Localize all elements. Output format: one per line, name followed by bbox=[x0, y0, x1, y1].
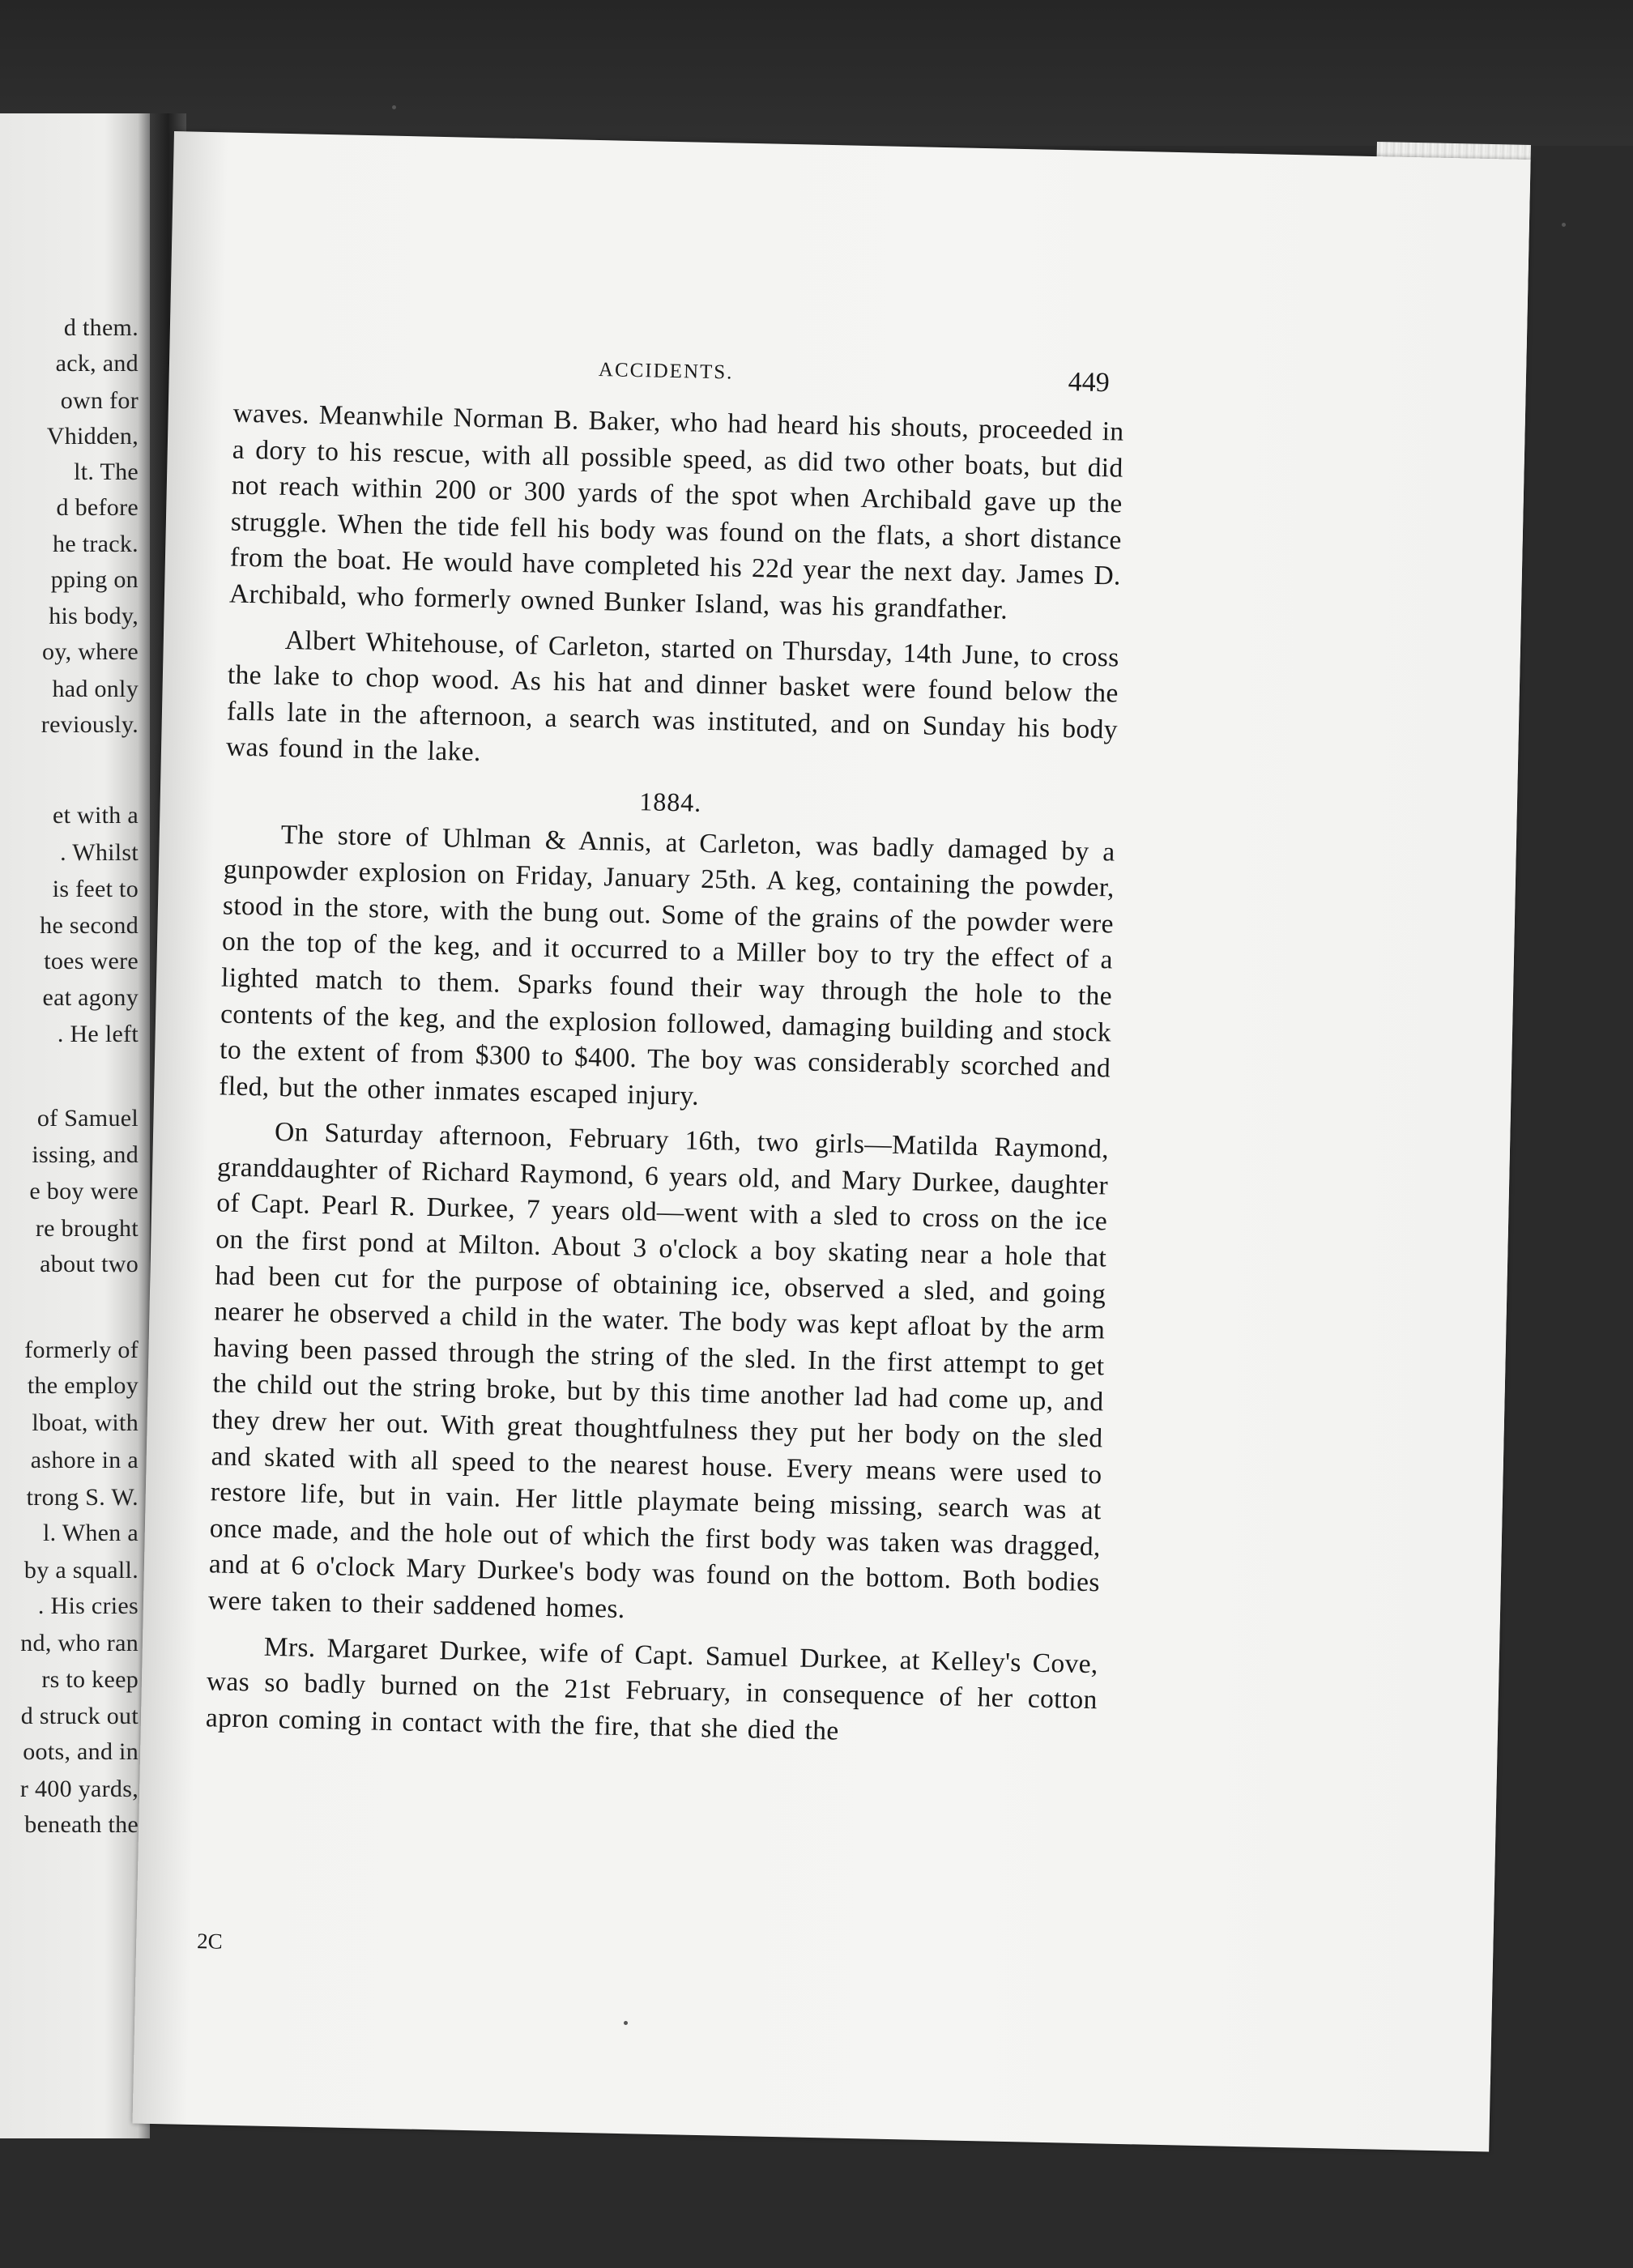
facing-page-line: reviously. bbox=[41, 711, 139, 738]
paragraph-continued: waves. Meanwhile Norman B. Baker, who had heard his shouts, proceeded in a dory to his rescue, with all possible speed, as did two other boats, but did not reach within 200 or 300 yards of the spot when Archibald gave up the struggle. When the tide fell his body was found on the flats, a short distance from the boat. He would have completed his 22d year the next day. James D. Archibald, who formerly owned Bunker Island, was his grandfather. bbox=[228, 398, 1124, 625]
facing-page-line: rs to keep bbox=[41, 1666, 139, 1693]
dust-speck bbox=[624, 2021, 628, 2025]
facing-page-line: . His cries bbox=[37, 1592, 139, 1619]
facing-page-line: toes were bbox=[44, 948, 139, 974]
facing-page-line: issing, and bbox=[32, 1141, 139, 1168]
facing-page-line: his body, bbox=[49, 603, 139, 629]
facing-page-line: he second bbox=[40, 912, 139, 939]
facing-page-line: d struck out bbox=[20, 1703, 139, 1729]
facing-page-line: d them. bbox=[63, 314, 139, 341]
facing-page-line: oots, and in bbox=[23, 1738, 139, 1765]
facing-page-line: had only bbox=[52, 676, 139, 702]
facing-page-line: pping on bbox=[50, 566, 139, 593]
year-heading: 1884. bbox=[638, 787, 702, 817]
facing-page-line: re brought bbox=[35, 1215, 139, 1242]
facing-page-line: . Whilst bbox=[60, 839, 139, 866]
facing-page-line: lt. The bbox=[74, 458, 139, 485]
page-number: 449 bbox=[1068, 367, 1111, 399]
facing-page-line: oy, where bbox=[41, 638, 139, 665]
facing-page-line: l. When a bbox=[43, 1520, 139, 1546]
facing-page-line: the employ bbox=[27, 1372, 139, 1399]
facing-page-line: et with a bbox=[52, 802, 139, 829]
page-body bbox=[205, 396, 1124, 1764]
facing-page-line: he track. bbox=[53, 531, 139, 557]
facing-page-line: e boy were bbox=[29, 1178, 139, 1204]
facing-page-line: of Samuel bbox=[36, 1105, 139, 1132]
facing-page-line: is feet to bbox=[52, 876, 139, 902]
dust-speck bbox=[1562, 223, 1566, 227]
facing-page-line: . He left bbox=[57, 1021, 139, 1047]
facing-page-line: ashore in a bbox=[30, 1447, 139, 1473]
dust-speck bbox=[392, 105, 396, 109]
facing-page-line: d before bbox=[56, 494, 139, 521]
book-page bbox=[132, 131, 1530, 2152]
facing-page-line: Vhidden, bbox=[46, 423, 139, 450]
facing-page-line: eat agony bbox=[42, 984, 139, 1011]
facing-page-line: trong S. W. bbox=[26, 1484, 139, 1511]
facing-page-line: about two bbox=[40, 1251, 139, 1277]
running-head: ACCIDENTS. bbox=[598, 359, 734, 384]
facing-page-line: nd, who ran bbox=[20, 1630, 139, 1656]
facing-page-line: formerly of bbox=[24, 1336, 139, 1363]
paragraph: On Saturday afternoon, February 16th, two girls—Matilda Raymond, granddaughter of Richard Raymond, 6 years old, and Mary Durkee, daughter of Capt. Pearl R. Durkee, 7 years old—went with a sled to cross on the ice on the first pond at Milton. About 3 o'clock a boy skating near a hole that had been cut for the purpose of obtaining ice, observed a sled, and going nearer he observed a child in the water. The body was kept afloat by the arm having been passed through the string of the sled. In the first attempt to get the child out the string broke, but by this time another lad had come up, and they drew her out. With great thoughtfulness they put her body on the sled and skated with all speed to the nearest house. Every means were used to restore life, but in vain. Her little playmate being missing, search was at once made, and the hole out of which the first body was taken was dragged, and at 6 o'clock Mary Durkee's body was found on the bottom. Both bodies were taken to their saddened homes. bbox=[207, 1117, 1110, 1625]
paragraph: Mrs. Margaret Durkee, wife of Capt. Samuel Durkee, at Kelley's Cove, was so badly burned on the 21st February, in consequence of her cotton apron coming in contact with the fire, that she died the bbox=[205, 1631, 1099, 1746]
facing-page-line: beneath the bbox=[24, 1811, 139, 1838]
facing-page-line: lboat, with bbox=[32, 1409, 139, 1436]
facing-page-line: ack, and bbox=[55, 350, 139, 377]
paragraph: The store of Uhlman & Annis, at Carleton, was badly damaged by a gunpowder explosion on Friday, January 25th. A keg, containing the powder, stood in the store, with the bung out. Some of the grains of the powder were on the top of the keg, and it occurred to a Miller boy to try the effect of a lighted match to them. Sparks found their way through the hole to the contents of the keg, and the explosion followed, damaging building and stock to the extent of from $300 to $400. The boy was considerably scorched and fled, but the other inmates escaped injury. bbox=[218, 819, 1116, 1111]
facing-page-line: by a squall. bbox=[23, 1557, 139, 1584]
signature-mark: 2C bbox=[196, 1929, 224, 1954]
facing-page-left bbox=[0, 113, 150, 2138]
facing-page-line: r 400 yards, bbox=[19, 1776, 139, 1802]
scan-background bbox=[0, 0, 1633, 146]
facing-page-line: own for bbox=[60, 387, 139, 414]
paragraph: Albert Whitehouse, of Carleton, started on Thursday, 14th June, to cross the lake to chop wood. As his hat and dinner basket were found below the falls late in the afternoon, a search was instituted, and on Sunday his body was found in the lake. bbox=[225, 625, 1120, 768]
